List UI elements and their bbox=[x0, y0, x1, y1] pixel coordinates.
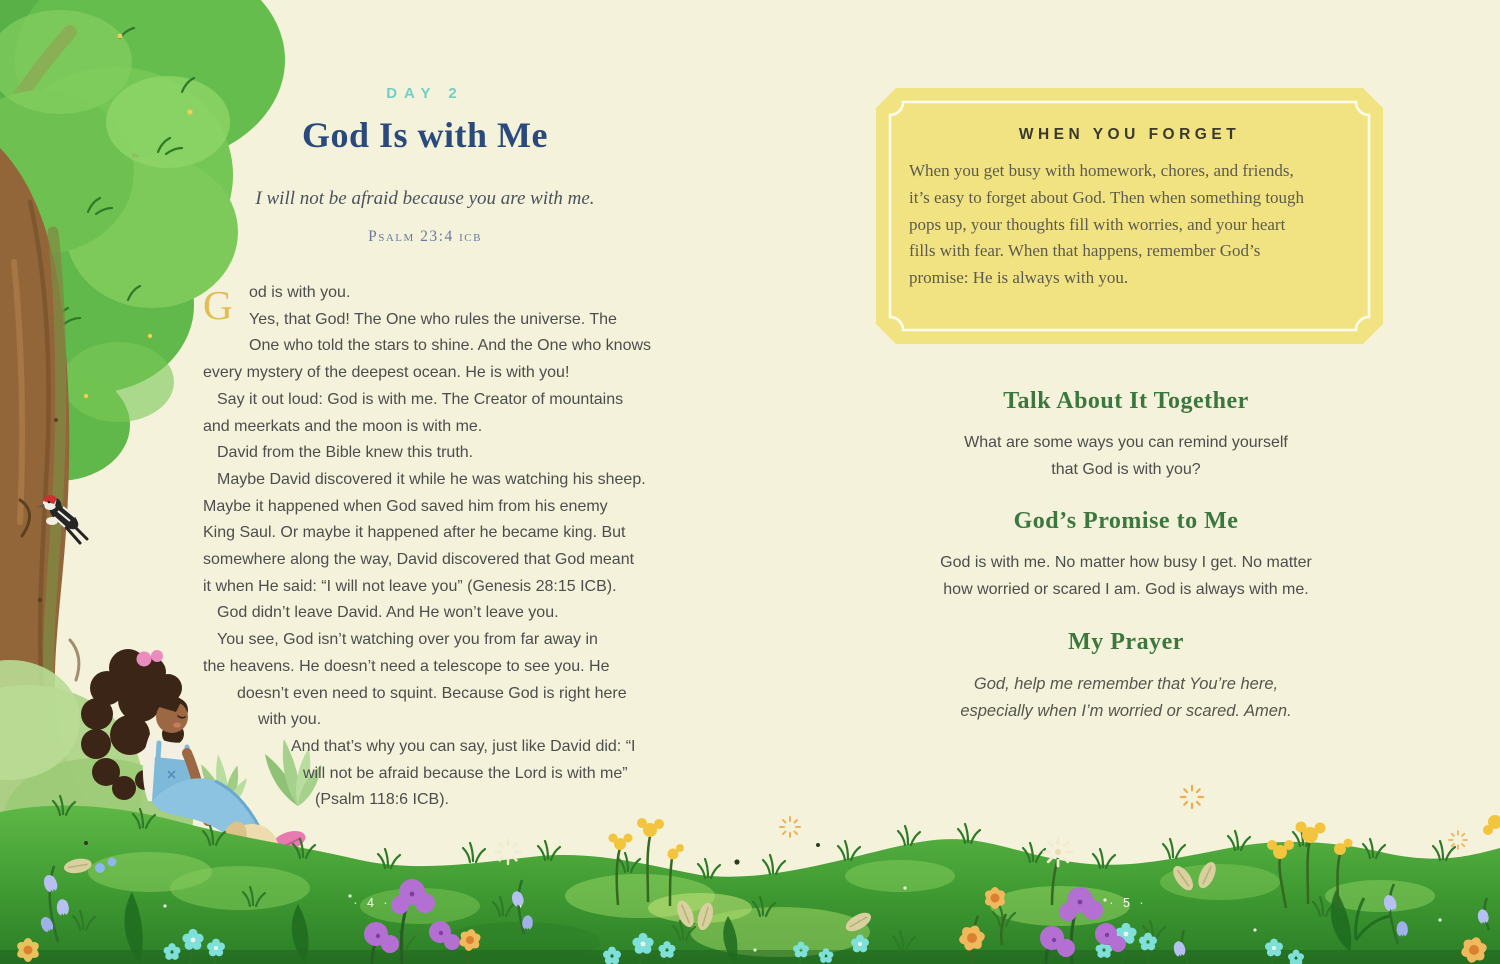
section-line: that God is with you? bbox=[1051, 460, 1201, 478]
body-line: Yes, that God! The One who rules the universe. The bbox=[249, 310, 617, 328]
body-line: King Saul. Or maybe it happened after he became king. But bbox=[203, 524, 626, 542]
section-heading: My Prayer bbox=[1068, 629, 1184, 655]
section-lines bbox=[886, 671, 1366, 724]
body-line: David from the Bible knew this truth. bbox=[217, 444, 474, 462]
body-line: doesn’t even need to squint. Because God is right here bbox=[237, 684, 627, 702]
callout-line: pops up, your thoughts fill with worries, and your heart bbox=[909, 214, 1286, 234]
page-number-left: · 4 · bbox=[353, 896, 391, 910]
body-line: the heavens. He doesn’t need a telescope to see you. He bbox=[203, 657, 610, 675]
body-line: od is with you. bbox=[249, 284, 351, 301]
day-kicker: DAY 2 bbox=[386, 85, 464, 102]
body-lines bbox=[203, 280, 683, 814]
scripture-verse: I will not be afraid because you are with me. bbox=[255, 188, 595, 209]
body-line: And that’s why you can say, just like David did: “I bbox=[291, 737, 636, 755]
body-line: (Psalm 118:6 ICB). bbox=[315, 791, 449, 809]
body-line: God didn’t leave David. And He won’t leave you. bbox=[217, 604, 559, 622]
body-line: and meerkats and the moon is with me. bbox=[203, 417, 483, 435]
callout-line: promise: He is always with you. bbox=[909, 268, 1129, 288]
body-line: it when He said: “I will not leave you” (Genesis 28:15 ICB). bbox=[203, 577, 617, 595]
body-line: Maybe David discovered it while he was watching his sheep. bbox=[217, 470, 646, 488]
section-talk-about-it bbox=[886, 388, 1366, 483]
callout-title: WHEN YOU FORGET bbox=[1018, 126, 1241, 143]
drop-cap: G bbox=[203, 282, 233, 328]
body-line: somewhere along the way, David discovered that God meant bbox=[203, 551, 635, 569]
callout-body bbox=[909, 158, 1359, 292]
section-heading: God’s Promise to Me bbox=[1013, 508, 1239, 534]
body-line: You see, God isn’t watching over you from far away in bbox=[217, 631, 598, 649]
hair-bow bbox=[137, 652, 152, 667]
section-lines bbox=[886, 550, 1366, 603]
section-line: God, help me remember that You’re here, bbox=[973, 675, 1279, 693]
body-line: Maybe it happened when God saved him from his enemy bbox=[203, 497, 608, 515]
body-line: Say it out loud: God is with me. The Creator of mountains bbox=[217, 390, 624, 408]
section-line: God is with me. No matter how busy I get. No matter bbox=[940, 554, 1312, 571]
when-you-forget-callout bbox=[876, 88, 1383, 344]
section-line: how worried or scared I am. God is always with me. bbox=[943, 580, 1309, 598]
devotional-body bbox=[203, 280, 683, 814]
section-line: What are some ways you can remind yourself bbox=[964, 434, 1288, 451]
body-line: will not be afraid because the Lord is with me” bbox=[303, 764, 628, 782]
section-lines bbox=[886, 430, 1366, 483]
callout-line: When you get busy with homework, chores, and friends, bbox=[909, 161, 1294, 180]
scripture-reference: Psalm 23:4 icb bbox=[368, 228, 482, 245]
section-gods-promise bbox=[886, 508, 1366, 603]
callout-line: fills with fear. When that happens, remember God’s bbox=[909, 241, 1261, 261]
section-my-prayer bbox=[886, 629, 1366, 724]
section-heading: Talk About It Together bbox=[1003, 388, 1249, 414]
page-number-right: · 5 · bbox=[1109, 896, 1147, 910]
body-line: every mystery of the deepest ocean. He is with you! bbox=[203, 364, 570, 382]
body-line: with you. bbox=[258, 711, 322, 729]
callout-line: it’s easy to forget about God. Then when something tough bbox=[909, 187, 1305, 207]
page-title: God Is with Me bbox=[301, 115, 548, 155]
section-line: especially when I’m worried or scared. Amen. bbox=[960, 701, 1292, 720]
body-line: One who told the stars to shine. And the One who knows bbox=[249, 337, 652, 355]
